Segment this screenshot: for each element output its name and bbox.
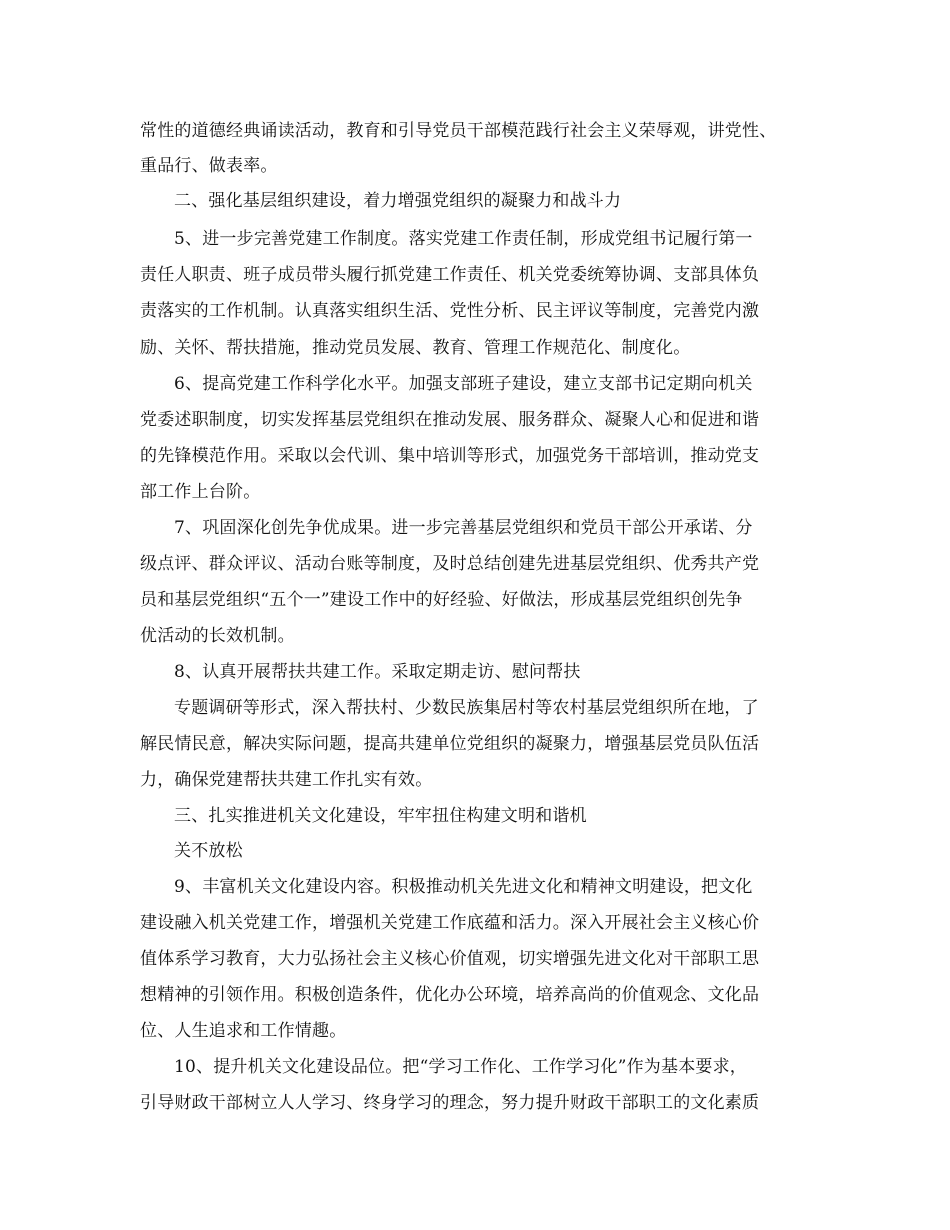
text-line: 力，确保党建帮扶共建工作扎实有效。 [140, 770, 433, 790]
text-line: 责任人职责、班子成员带头履行抓党建工作责任、机关党委统筹协调、支部具体负 [140, 265, 760, 285]
text-line: 常性的道德经典诵读活动，教育和引导党员干部模范践行社会主义荣辱观，讲党性、 [140, 121, 777, 141]
text-line: 引导财政干部树立人人学习、终身学习的理念，努力提升财政干部职工的文化素质 [140, 1093, 760, 1113]
section-heading: 关不放松 [174, 841, 243, 861]
text-line: 励、关怀、帮扶措施，推动党员发展、教育、管理工作规范化、制度化。 [140, 338, 691, 358]
text-line: 8、认真开展帮扶共建工作。采取定期走访、慰问帮扶 [174, 662, 581, 682]
text-line: 9、丰富机关文化建设内容。积极推动机关先进文化和精神文明建设，把文化 [174, 877, 753, 897]
text-line: 位、人生追求和工作情趣。 [140, 1021, 347, 1041]
text-line: 想精神的引领作用。积极创造条件，优化办公环境，培养高尚的价值观念、文化品 [140, 985, 760, 1005]
text-line: 解民情民意，解决实际问题，提高共建单位党组织的凝聚力，增强基层党员队伍活 [140, 734, 760, 754]
text-line: 部工作上台阶。 [140, 482, 261, 502]
section-heading: 二、强化基层组织建设，着力增强党组织的凝聚力和战斗力 [174, 191, 622, 211]
text-line: 专题调研等形式，深入帮扶村、少数民族集居村等农村基层党组织所在地，了 [174, 698, 759, 718]
text-line: 党委述职制度，切实发挥基层党组织在推动发展、服务群众、凝聚人心和促进和谐 [140, 410, 760, 430]
text-line: 优活动的长效机制。 [140, 626, 295, 646]
text-line: 重品行、做表率。 [140, 156, 278, 176]
text-line: 值体系学习教育，大力弘扬社会主义核心价值观，切实增强先进文化对干部职工思 [140, 949, 760, 969]
text-line: 级点评、群众评议、活动台账等制度，及时总结创建先进基层党组织、优秀共产党 [140, 554, 760, 574]
text-line: 7、巩固深化创先争优成果。进一步完善基层党组织和党员干部公开承诺、分 [174, 518, 753, 538]
text-line: 6、提高党建工作科学化水平。加强支部班子建设，建立支部书记定期向机关 [174, 374, 753, 394]
text-line: 的先锋模范作用。采取以会代训、集中培训等形式，加强党务干部培训，推动党支 [140, 446, 760, 466]
text-line: 5、进一步完善党建工作制度。落实党建工作责任制，形成党组书记履行第一 [174, 229, 753, 249]
text-line: 员和基层党组织“五个一”建设工作中的好经验、好做法，形成基层党组织创先争 [140, 590, 743, 610]
text-line: 责落实的工作机制。认真落实组织生活、党性分析、民主评议等制度，完善党内激 [140, 301, 760, 321]
section-heading: 三、扎实推进机关文化建设，牢牢扭住构建文明和谐机 [174, 806, 587, 826]
text-line: 建设融入机关党建工作，增强机关党建工作底蕴和活力。深入开展社会主义核心价 [140, 913, 760, 933]
text-line: 10、提升机关文化建设品位。把“学习工作化、工作学习化”作为基本要求， [174, 1057, 748, 1077]
